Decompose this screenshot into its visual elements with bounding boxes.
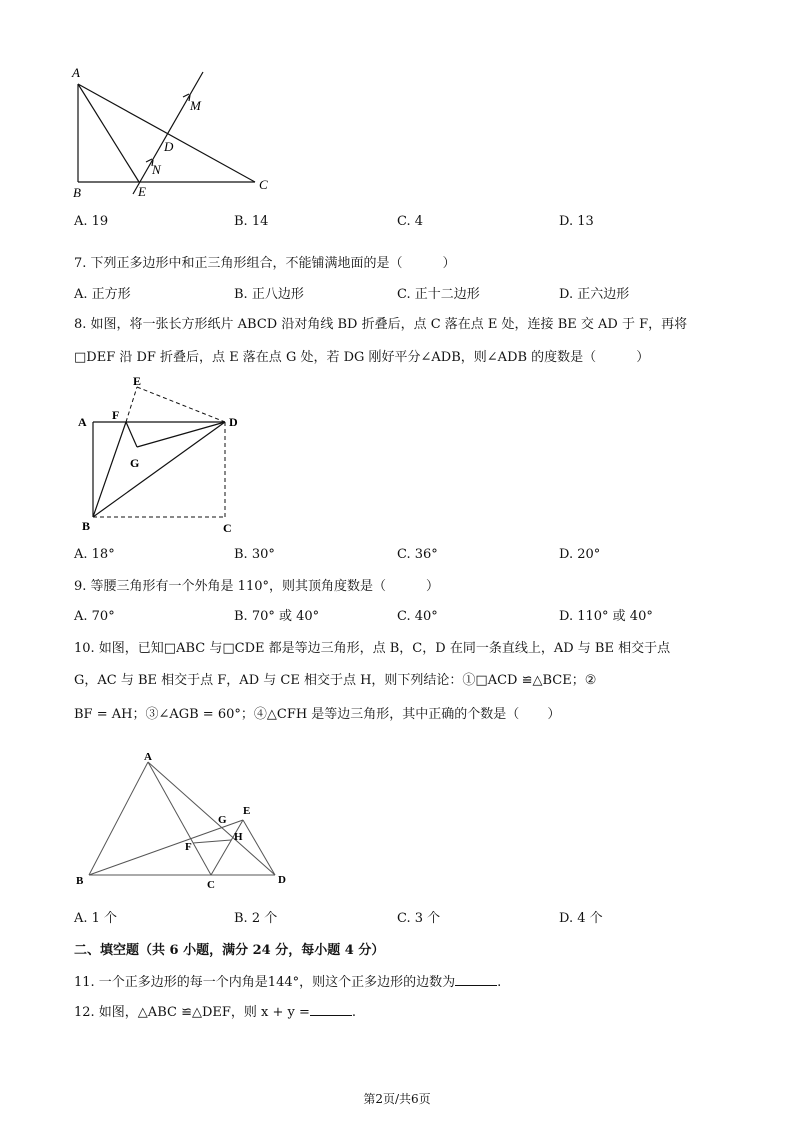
q8-dashed-ed	[137, 387, 225, 422]
q9-stem-end: ）	[425, 579, 439, 594]
q10-label-g: G	[218, 814, 227, 826]
q10-option-a[interactable]: A. 1 个	[74, 911, 118, 926]
q10-label-b: B	[76, 875, 84, 887]
q9-option-d[interactable]: D. 110° 或 40°	[559, 609, 653, 624]
q10-segment-ab	[89, 762, 148, 875]
q7-option-a[interactable]: A. 正方形	[74, 287, 131, 302]
q6-label-b: B	[73, 185, 81, 200]
q8-label-c: C	[223, 521, 232, 535]
q10-label-c: C	[207, 879, 215, 891]
page-number: 第2页/共6页	[363, 1092, 431, 1106]
q7-stem-text: 7. 下列正多边形中和正三角形组合，不能铺满地面的是（	[74, 256, 403, 271]
q6-label-a: A	[72, 65, 80, 80]
q12-answer-blank[interactable]	[310, 1003, 352, 1016]
q10-stem-line3-text: BF = AH；③∠AGB = 60°；④△CFH 是等边三角形，其中正确的个数是（	[74, 707, 520, 722]
q6-figure	[60, 62, 290, 202]
q9-option-b[interactable]: B. 70° 或 40°	[234, 609, 320, 624]
q6-label-e: E	[138, 184, 146, 199]
q10-label-h: H	[234, 831, 243, 843]
q10-figure	[70, 748, 300, 893]
q7-stem	[74, 255, 456, 273]
q12-stem-text: 12. 如图，△ABC ≌△DEF，则 x + y =	[74, 1005, 310, 1020]
q8-stem-line2-text: □DEF 沿 DF 折叠后，点 E 落在点 G 处，若 DG 刚好平分∠ADB，则∠ADB 的度数是（	[74, 350, 597, 365]
q10-option-c[interactable]: C. 3 个	[397, 911, 441, 926]
q9-stem-text: 9. 等腰三角形有一个外角是 110°，则其顶角度数是（	[74, 579, 386, 594]
q8-stem-line2-end: ）	[636, 350, 650, 365]
q12-stem-end: .	[351, 1005, 357, 1020]
q8-label-f: F	[112, 408, 120, 422]
q6-option-a[interactable]: A. 19	[74, 214, 109, 229]
q10-segment-ad	[148, 762, 275, 875]
q10-stem-line3	[74, 706, 560, 724]
q11-stem	[74, 973, 501, 992]
q6-option-c[interactable]: C. 4	[397, 214, 424, 229]
q6-label-m: M	[190, 98, 201, 113]
q11-stem-end: .	[497, 975, 502, 990]
q8-stem-line1: 8. 如图，将一张长方形纸片 ABCD 沿对角线 BD 折叠后，点 C 落在点 E 处，连接 BE 交 AD 于 F，再将	[74, 317, 688, 332]
q10-stem-line2: G，AC 与 BE 相交于点 F，AD 与 CE 相交于点 H，则下列结论：①□ACD ≌△BCE；②	[74, 673, 597, 688]
q10-segment-fh	[193, 840, 231, 843]
q8-option-d[interactable]: D. 20°	[559, 547, 601, 562]
q11-answer-blank[interactable]	[455, 973, 497, 986]
q10-label-e: E	[243, 805, 251, 817]
q10-label-d: D	[278, 874, 286, 886]
q8-label-a: A	[78, 415, 87, 429]
q10-segment-ed	[243, 820, 275, 875]
q10-segment-ac	[148, 762, 211, 875]
q12-stem	[74, 1003, 356, 1022]
q9-option-c[interactable]: C. 40°	[397, 609, 438, 624]
q8-option-a[interactable]: A. 18°	[74, 547, 115, 562]
q8-segment-gd	[137, 422, 225, 447]
q8-label-d: D	[229, 415, 238, 429]
q8-dashed-fe	[126, 387, 137, 422]
q11-stem-text: 11. 一个正多边形的每一个内角是144°，则这个正多边形的边数为	[74, 975, 456, 990]
q6-option-b[interactable]: B. 14	[234, 214, 269, 229]
q10-stem-line1: 10. 如图，已知□ABC 与□CDE 都是等边三角形，点 B，C，D 在同一条直线上，AD 与 BE 相交于点	[74, 641, 671, 656]
q8-label-e: E	[133, 374, 142, 388]
q7-option-c[interactable]: C. 正十二边形	[397, 287, 480, 302]
q10-segment-be	[89, 820, 243, 875]
q6-segment-ac	[78, 84, 255, 182]
q8-segment-bd	[93, 422, 225, 517]
q8-option-c[interactable]: C. 36°	[397, 547, 438, 562]
q10-segment-ce	[211, 820, 243, 875]
section2-title: 二、填空题（共 6 小题，满分 24 分，每小题 4 分）	[74, 943, 385, 958]
q9-stem	[74, 578, 439, 596]
page-footer	[0, 1090, 794, 1107]
q10-option-b[interactable]: B. 2 个	[234, 911, 278, 926]
q6-segment-ae	[78, 84, 139, 182]
q10-option-d[interactable]: D. 4 个	[559, 911, 603, 926]
q6-label-c: C	[259, 177, 268, 192]
q10-label-a: A	[144, 751, 152, 763]
q9-option-a[interactable]: A. 70°	[74, 609, 115, 624]
q7-stem-end: ）	[442, 256, 456, 271]
q8-option-b[interactable]: B. 30°	[234, 547, 275, 562]
q6-label-n: N	[152, 162, 161, 177]
q8-segment-fg	[126, 422, 137, 447]
q7-option-b[interactable]: B. 正八边形	[234, 287, 304, 302]
q10-stem-line3-end: ）	[547, 707, 561, 722]
q7-option-d[interactable]: D. 正六边形	[559, 287, 630, 302]
q8-label-g: G	[130, 456, 140, 470]
q8-stem-line2	[74, 349, 649, 367]
q10-label-f: F	[185, 841, 192, 853]
q6-perpendicular-bisector-line	[133, 72, 203, 194]
q8-segment-bf	[93, 422, 126, 517]
q8-label-b: B	[82, 519, 91, 533]
q8-figure	[70, 370, 250, 540]
q6-label-d: D	[164, 139, 174, 154]
q6-option-d[interactable]: D. 13	[559, 214, 594, 229]
